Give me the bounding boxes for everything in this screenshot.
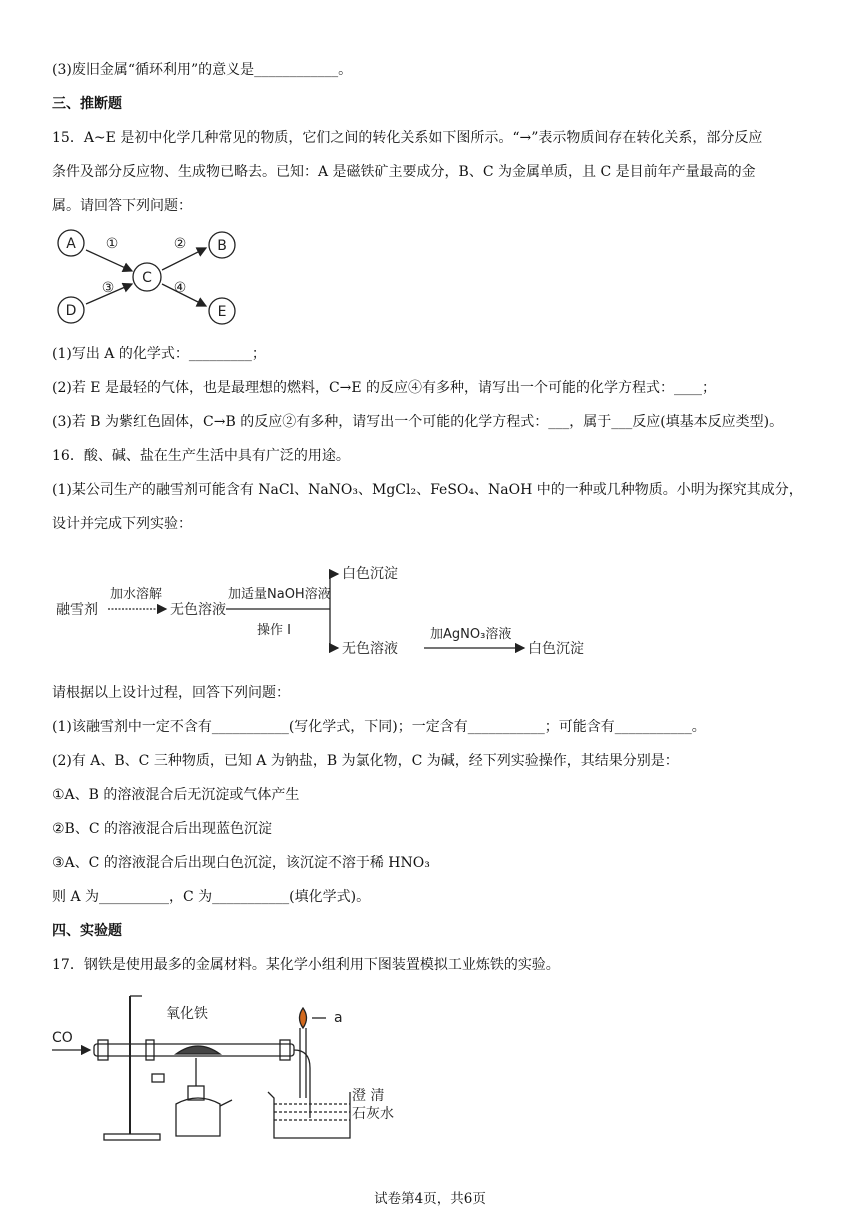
reaction-label-1: ① [105, 236, 119, 252]
node-d: D [65, 303, 77, 319]
iron-oxide-label: 氧化铁 [166, 1006, 208, 1022]
node-b: B [217, 238, 227, 254]
flow-step2: 加适量NaOH溶液 [228, 587, 331, 602]
text-line: 设计并完成下列实验： [52, 516, 192, 532]
text-line: (2)若 E 是最轻的气体，也是最理想的燃料，C→E 的反应④有多种，请写出一个可能的化学方程式：____； [52, 380, 717, 396]
text-line: ①A、B 的溶液混合后无沉淀或气体产生 [52, 787, 300, 803]
text-line: (1)某公司生产的融雪剂可能含有 NaCl、NaNO₃、MgCl₂、FeSO₄、NaOH 中的一种或几种物质。小明为探究其成分， [52, 482, 803, 498]
reaction-label-4: ④ [173, 280, 187, 296]
text-line: (1)写出 A 的化学式：_________； [52, 346, 266, 362]
node-e: E [217, 304, 227, 320]
node-a: A [66, 236, 76, 252]
text-line: 请根据以上设计过程，回答下列问题： [52, 685, 290, 701]
flow-step1: 加水溶解 [110, 587, 163, 602]
section-heading: 三、推断题 [52, 96, 122, 112]
page-footer: 试卷第4页，共6页 [374, 1191, 486, 1207]
text-line: (3)废旧金属“循环利用”的意义是____________。 [52, 62, 353, 78]
text-line: (1)该融雪剂中一定不含有___________(写化学式，下同)；一定含有___________；可能含有___________。 [52, 719, 706, 735]
text-line: (2)有 A、B、C 三种物质，已知 A 为钠盐，B 为氯化物，C 为碱，经下列实验操作，其结果分别是： [52, 753, 679, 769]
text-line: 属。请回答下列问题： [52, 198, 192, 214]
text-line: 则 A 为__________，C 为___________(填化学式)。 [52, 889, 371, 905]
section-heading: 四、实验题 [52, 923, 122, 939]
relationship-diagram [52, 226, 252, 330]
text-line: 17．钢铁是使用最多的金属材料。某化学小组利用下图装置模拟工业炼铁的实验。 [52, 957, 560, 973]
flow-step3: 加AgNO₃溶液 [430, 627, 512, 642]
text-line: (3)若 B 为紫红色固体，C→B 的反应②有多种，请写出一个可能的化学方程式：___，属于___反应(填基本反应类型)。 [52, 414, 784, 430]
flow-mid: 无色溶液 [170, 602, 226, 618]
flow-out3: 白色沉淀 [528, 641, 584, 657]
reaction-label-3: ③ [101, 280, 115, 296]
text-line: 16．酸、碱、盐在生产生活中具有广泛的用途。 [52, 448, 350, 464]
flow-start: 融雪剂 [56, 602, 98, 618]
text-line: ②B、C 的溶液混合后出现蓝色沉淀 [52, 821, 273, 837]
text-line: ③A、C 的溶液混合后出现白色沉淀，该沉淀不溶于稀 HNO₃ [52, 855, 430, 871]
flow-operation: 操作 I [257, 623, 291, 638]
text-line: 条件及部分反应物、生成物已略去。已知：A 是磁铁矿主要成分，B、C 为金属单质，且 C 是目前年产量最高的金 [52, 164, 756, 180]
node-c: C [142, 270, 152, 286]
reaction-label-2: ② [173, 236, 187, 252]
co-label: CO [52, 1030, 73, 1046]
experiment-flowchart [52, 548, 612, 666]
iron-smelting-apparatus [48, 988, 428, 1148]
text-line: 15．A~E 是初中化学几种常见的物质，它们之间的转化关系如下图所示。“→”表示物质间存在转化关系，部分反应 [52, 130, 763, 146]
flow-out1: 白色沉淀 [342, 566, 398, 582]
limewater-label-1: 澄 清 [352, 1088, 385, 1104]
flame-label: a [334, 1010, 343, 1026]
limewater-label-2: 石灰水 [352, 1106, 394, 1122]
flow-out2: 无色溶液 [342, 641, 398, 657]
